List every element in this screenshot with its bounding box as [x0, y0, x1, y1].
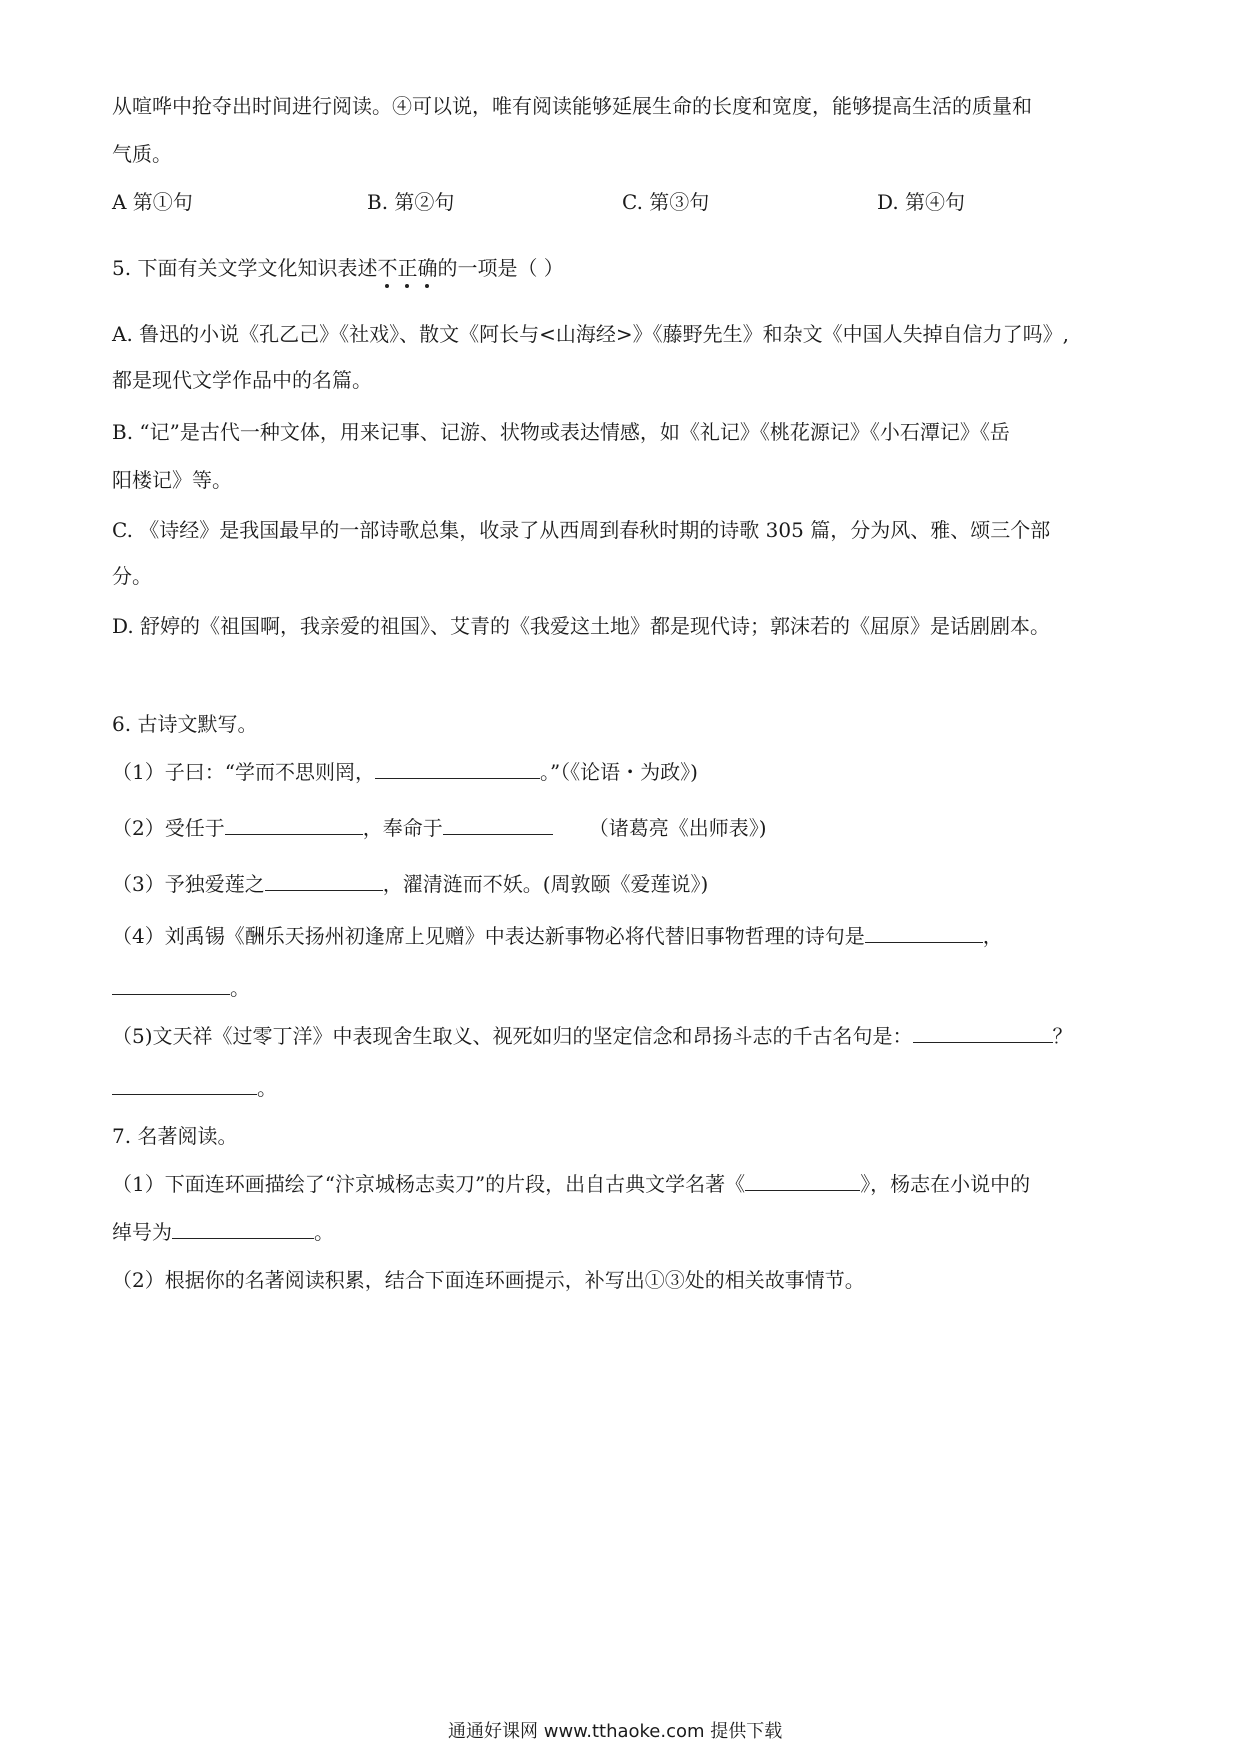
footer-watermark: 通通好课网 www.tthaoke.com 提供下载 — [448, 1721, 783, 1742]
q4-text-line-2: 气质。 — [112, 142, 172, 166]
emphasis-char-2: 正 — [397, 256, 418, 280]
q4-text-line-1: 从喧哗中抢夺出时间进行阅读。④可以说，唯有阅读能够延展生命的长度和宽度，能够提高生活的质量和 — [112, 94, 1032, 118]
q5-stem — [112, 254, 564, 282]
q5-stem-end: 的一项是（ ） — [437, 256, 564, 280]
answer-blank[interactable] — [172, 1218, 314, 1239]
q7-item-1-continued — [112, 1218, 334, 1246]
q6-item-1-source: 。”（《论语・为政》) — [539, 760, 698, 784]
q6-item-5 — [112, 1022, 1073, 1050]
q6-item-2 — [112, 814, 767, 842]
q6-item-4-continued — [112, 974, 250, 1002]
q5-option-c-line-1: C. 《诗经》是我国最早的一部诗歌总集，收录了从西周到春秋时期的诗歌 305 篇，分为风、雅、颂三个部 — [112, 518, 1051, 542]
q6-title: 6. 古诗文默写。 — [112, 712, 258, 736]
q7-item-1-text: （1）下面连环画描绘了“汴京城杨志卖刀”的片段，出自古典文学名著《 — [112, 1172, 746, 1196]
answer-blank[interactable] — [443, 814, 553, 835]
q7-item-1 — [112, 1170, 1030, 1198]
q5-option-b-line-2: 阳楼记》等。 — [112, 468, 232, 492]
q6-item-5-continued — [112, 1074, 277, 1102]
q5-option-b-line-1: B. “记”是古代一种文体，用来记事、记游、状物或表达情感，如《礼记》《桃花源记》《小石潭记》《岳 — [112, 420, 1010, 444]
q7-item-2: （2）根据你的名著阅读积累，结合下面连环画提示，补写出①③处的相关故事情节。 — [112, 1268, 865, 1292]
q6-item-4-comma: ， — [982, 924, 1003, 948]
option-c: C. 第③句 — [622, 190, 710, 214]
q6-item-4 — [112, 922, 1003, 950]
answer-blank[interactable] — [913, 1022, 1053, 1043]
emphasis-char-1: 不 — [377, 256, 398, 280]
q5-option-c-line-2: 分。 — [112, 564, 152, 588]
q6-item-3 — [112, 870, 708, 898]
q6-item-2-source: （诸葛亮《出师表》) — [588, 816, 767, 840]
q6-item-4-text: （4）刘禹锡《酬乐天扬州初逢席上见赠》中表达新事物必将代替旧事物哲理的诗句是 — [112, 924, 865, 948]
q5-option-a-line-1: A. 鲁迅的小说《孔乙己》《社戏》、散文《阿长与<山海经>》《藤野先生》和杂文《中国人失掉自信力了吗》, — [112, 322, 1070, 346]
answer-blank[interactable] — [265, 870, 383, 891]
q7-title: 7. 名著阅读。 — [112, 1124, 238, 1148]
emphasis-char-3: 确 — [417, 256, 438, 280]
q6-item-3-source: ，濯清涟而不妖。(周敦颐《爱莲说》) — [382, 872, 709, 896]
answer-blank[interactable] — [112, 1074, 257, 1095]
q6-item-5-question-mark: ？ — [1052, 1024, 1073, 1048]
q6-item-5-end: 。 — [257, 1076, 277, 1100]
option-b: B. 第②句 — [367, 190, 455, 214]
q6-item-3-text: （3）予独爱莲之 — [112, 872, 265, 896]
q6-item-1-text: （1）子曰：“学而不思则罔， — [112, 760, 375, 784]
answer-blank[interactable] — [375, 758, 540, 779]
answer-blank[interactable] — [225, 814, 363, 835]
q6-item-2-text-2: ，奉命于 — [362, 816, 443, 840]
q6-item-4-end: 。 — [230, 976, 250, 1000]
answer-blank[interactable] — [865, 922, 983, 943]
answer-blank[interactable] — [112, 974, 230, 995]
option-d: D. 第④句 — [877, 190, 966, 214]
q5-option-a-line-2: 都是现代文学作品中的名篇。 — [112, 368, 372, 392]
q5-option-d-line-1: D. 舒婷的《祖国啊，我亲爱的祖国》、艾青的《我爱这土地》都是现代诗；郭沫若的《屈原》是话剧剧本。 — [112, 614, 1051, 638]
q6-item-1 — [112, 758, 698, 786]
option-a: A 第①句 — [112, 190, 193, 214]
answer-blank[interactable] — [745, 1170, 860, 1191]
q5-stem-start: 5. 下面有关文学文化知识表述 — [112, 256, 378, 280]
q6-item-5-text: （5)文天祥《过零丁洋》中表现舍生取义、视死如归的坚定信念和昂扬斗志的千古名句是： — [112, 1024, 913, 1048]
q6-item-2-text: （2）受任于 — [112, 816, 225, 840]
q7-item-1-text-2: 》，杨志在小说中的 — [860, 1172, 1031, 1196]
q7-item-1-end: 。 — [314, 1220, 334, 1244]
q7-item-1-nickname-label: 绰号为 — [112, 1220, 172, 1244]
